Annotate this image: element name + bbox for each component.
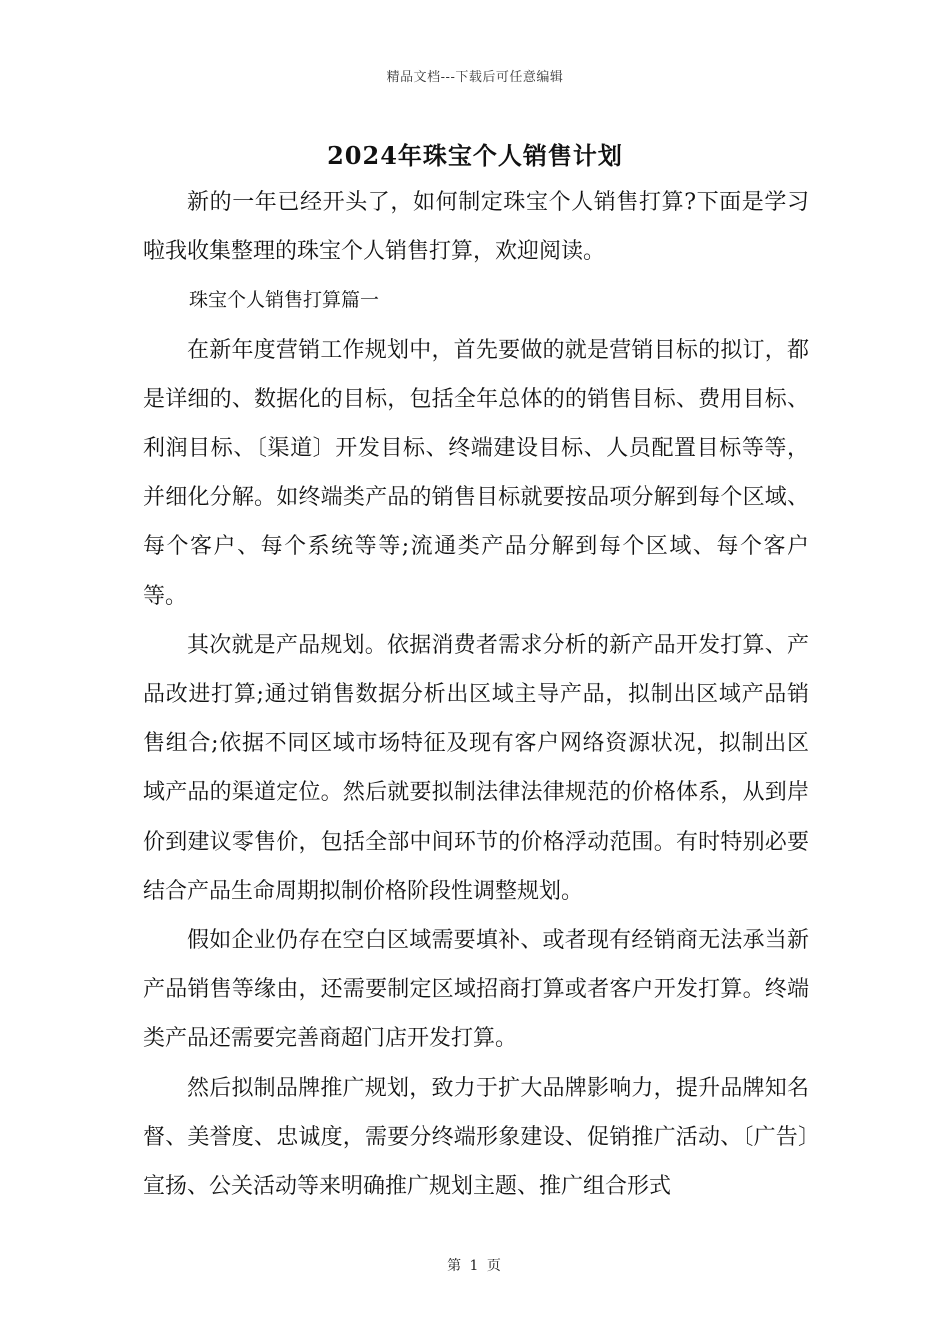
document-body (143, 178, 809, 1211)
section-heading: 珠宝个人销售打算篇一 (189, 289, 380, 312)
page-number: 第 1 页 (447, 1258, 503, 1274)
body-paragraph: 其次就是产品规划。依据消费者需求分析的新产品开发打算、产品改进打算;通过销售数据分析出区域主导产品，拟制出区域产品销售组合;依据不同区域市场特征及现有客户网络资源状况，拟制出区域产品的渠道定位。然后就要拟制法律法律规范的价格体系，从到岸价到建议零售价，包括全部中间环节的价格浮动范围。有时特别必要结合产品生命周期拟制价格阶段性调整规划。 (143, 632, 809, 904)
document-title: 2024年珠宝个人销售计划 (327, 141, 623, 170)
body-paragraph: 假如企业仍存在空白区域需要填补、或者现有经销商无法承当新产品销售等缘由，还需要制定区域招商打算或者客户开发打算。终端类产品还需要完善商超门店开发打算。 (143, 928, 809, 1052)
header-note: 精品文档---下载后可任意编辑 (386, 70, 564, 85)
body-paragraph: 在新年度营销工作规划中，首先要做的就是营销目标的拟订，都是详细的、数据化的目标，包括全年总体的的销售目标、费用目标、利润目标、〔渠道〕开发目标、终端建设目标、人员配置目标等等，并细化分解。如终端类产品的销售目标就要按品项分解到每个区域、每个客户、每个系统等等;流通类产品分解到每个区域、每个客户等。 (143, 337, 809, 609)
body-paragraph: 然后拟制品牌推广规划，致力于扩大品牌影响力，提升品牌知名督、美誉度、忠诚度，需要分终端形象建设、促销推广活动、〔广告〕宣扬、公关活动等来明确推广规划主题、推广组合形式 (143, 1075, 809, 1200)
intro-paragraph: 新的一年已经开头了，如何制定珠宝个人销售打算?下面是学习啦我收集整理的珠宝个人销售打算，欢迎阅读。 (143, 190, 809, 265)
